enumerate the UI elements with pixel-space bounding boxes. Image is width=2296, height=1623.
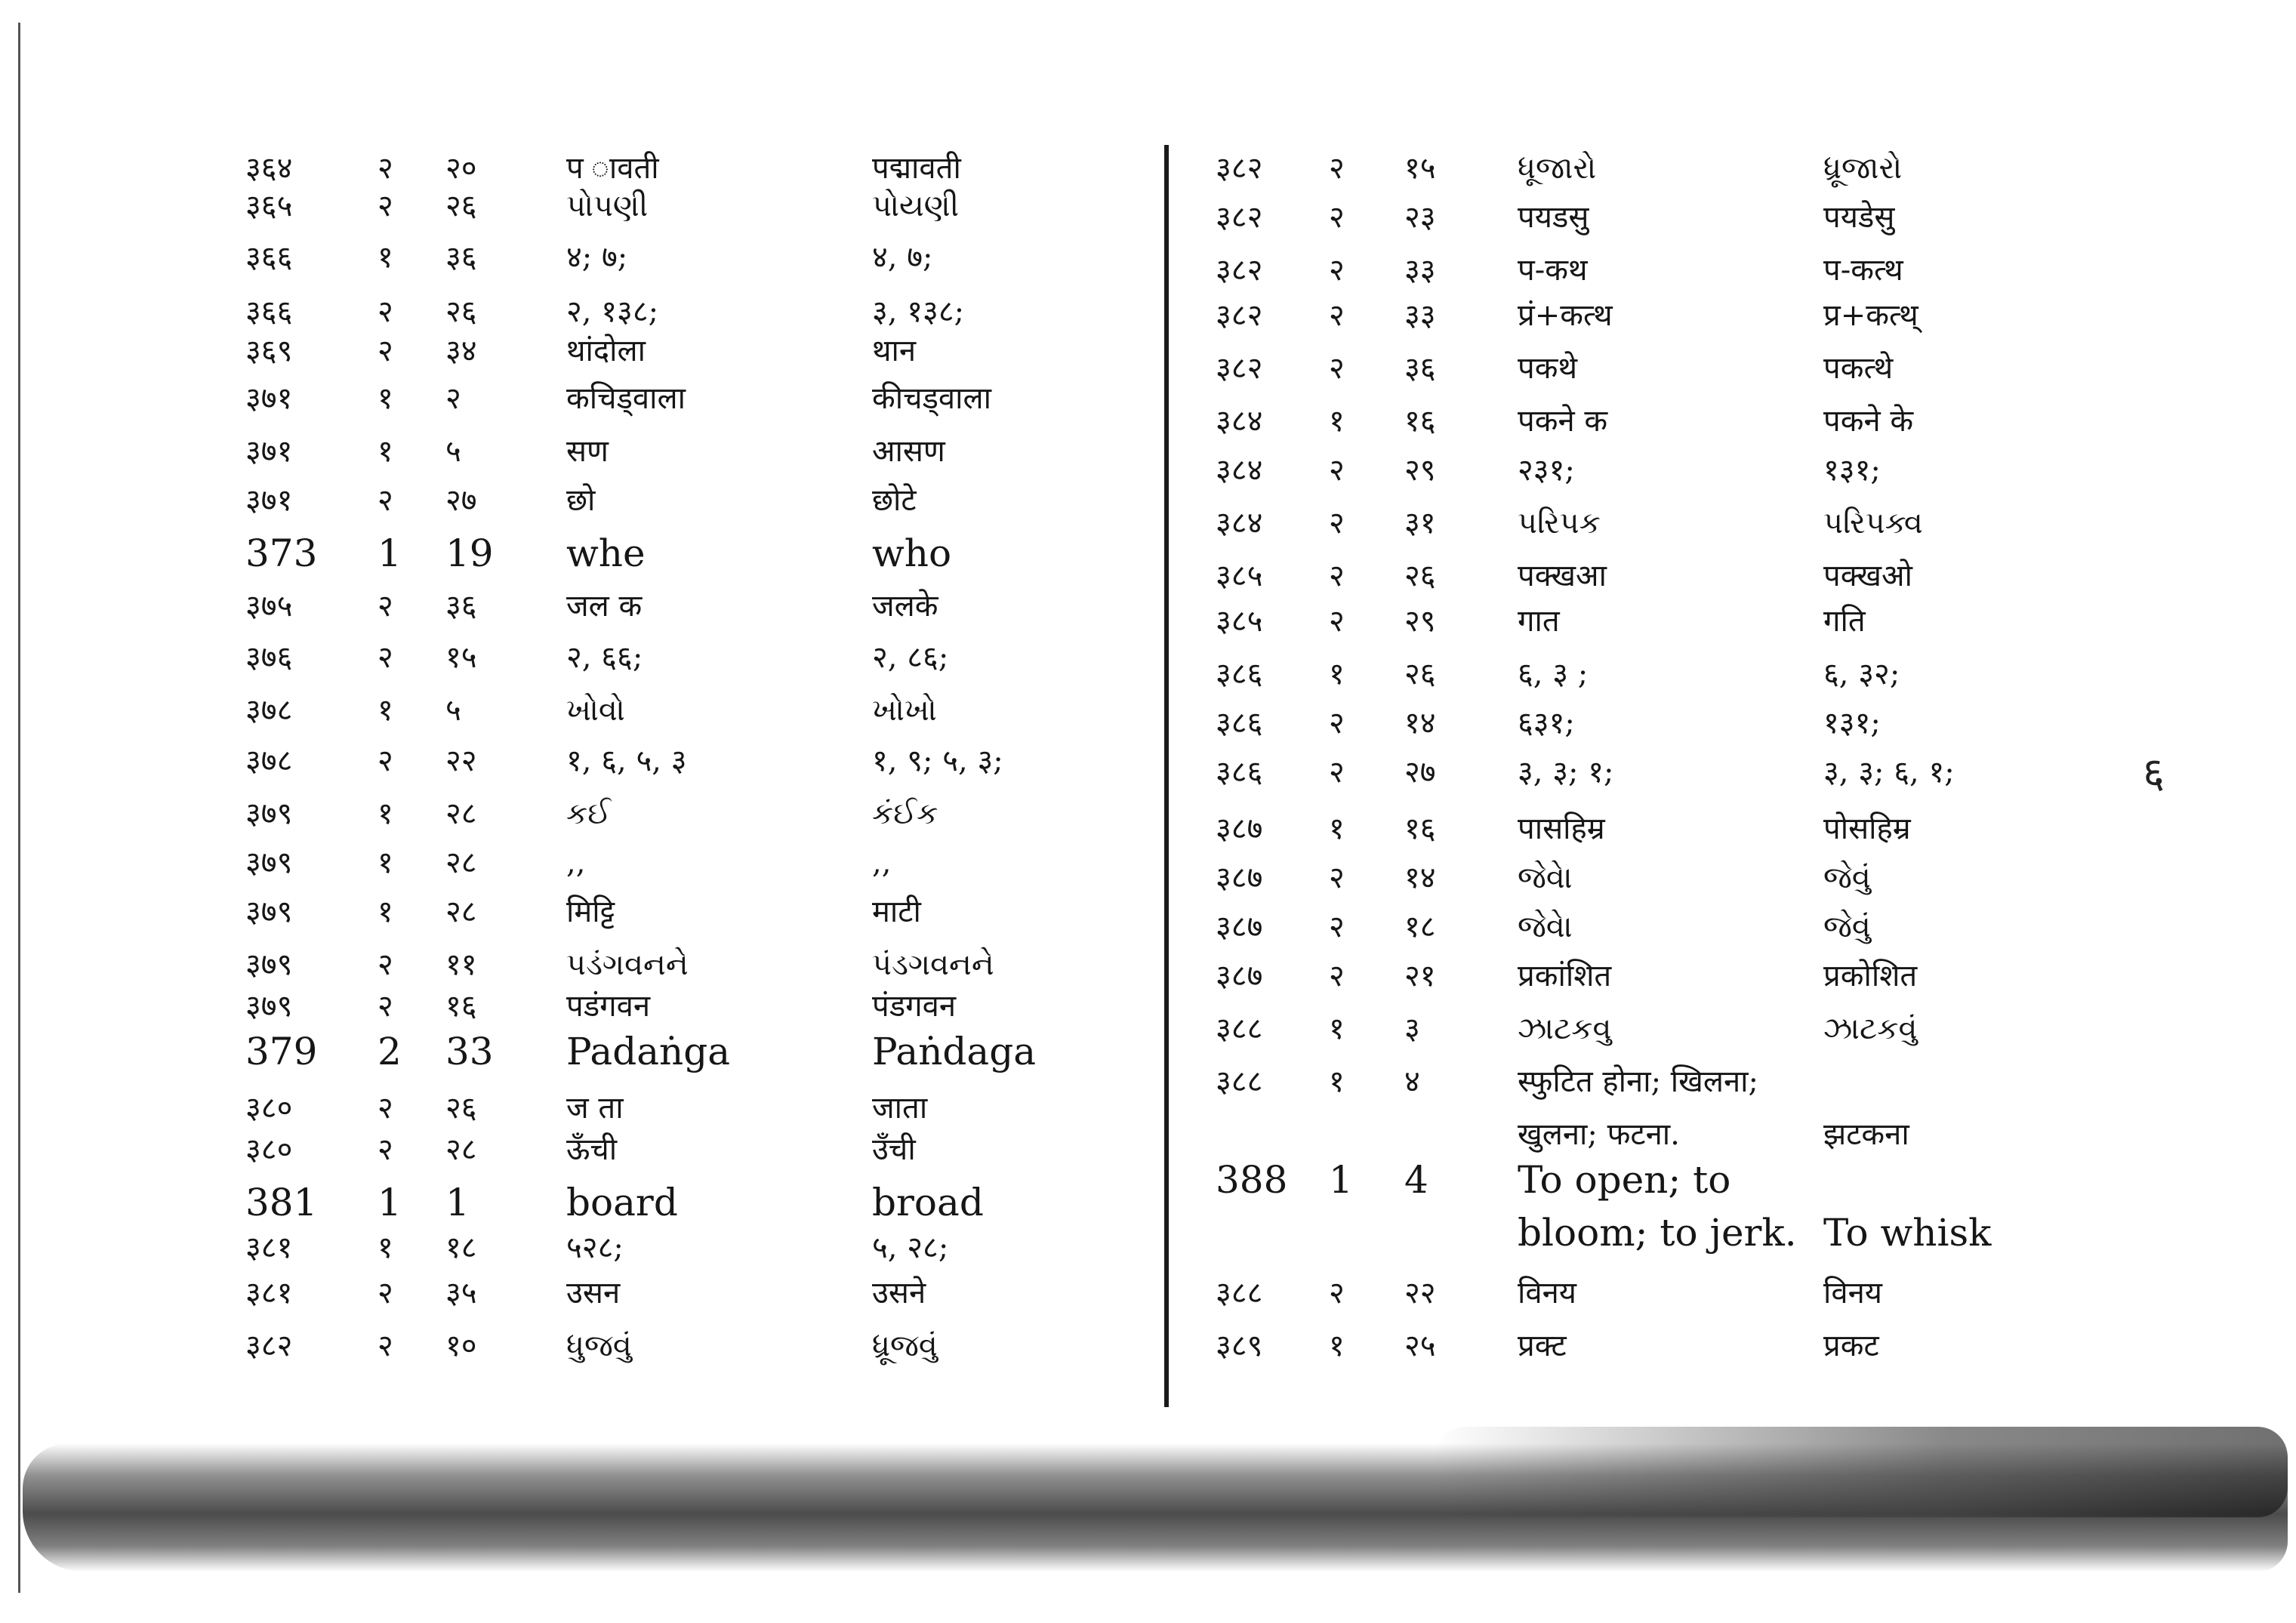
- erroneous-text: गात: [1518, 604, 1560, 639]
- page-number: ३६६: [245, 294, 293, 329]
- corrected-text: थान: [872, 334, 917, 368]
- line-number: ४: [1404, 1064, 1420, 1099]
- corrected-text: झटकना: [1823, 1117, 1909, 1152]
- page-number: ३८१: [245, 1230, 293, 1265]
- corrected-text: જેવું: [1823, 910, 1871, 944]
- corrected-text: प-कत्थ: [1823, 253, 1903, 288]
- line-number: २२: [445, 744, 477, 778]
- line-number: ३६: [445, 240, 477, 275]
- page-number: ३८२: [245, 1329, 293, 1363]
- page-number: ३७९: [245, 947, 293, 982]
- page-number: ३६९: [245, 334, 293, 368]
- column-number: १: [1329, 1064, 1345, 1099]
- page-number: ३८७: [1216, 910, 1263, 944]
- line-number: १८: [1404, 910, 1436, 944]
- corrected-text: ३, ३; ६, १;: [1823, 755, 1955, 790]
- corrected-text: पोसहिम्र: [1823, 812, 1911, 846]
- erroneous-text: Padaṅga: [566, 1030, 731, 1073]
- erroneous-text: पयडसु: [1518, 200, 1589, 235]
- erroneous-text: ६, ३ ;: [1518, 657, 1589, 691]
- corrected-text: १३१;: [1823, 706, 1881, 741]
- erroneous-text: प्रकांशित: [1518, 959, 1612, 993]
- column-number: २: [1329, 351, 1345, 386]
- page-number: ३८६: [1216, 706, 1263, 741]
- erroneous-text: ખોવો: [566, 693, 625, 728]
- corrected-text: પંડગવનને: [872, 947, 994, 982]
- line-number: ३५: [445, 1276, 477, 1310]
- corrected-text: જેવું: [1823, 861, 1871, 895]
- corrected-text: कीचड्वाला: [872, 381, 991, 416]
- corrected-text: Paṅdaga: [872, 1030, 1037, 1073]
- line-number: २९: [1404, 604, 1436, 639]
- corrected-text: ઝાટકવું: [1823, 1012, 1918, 1046]
- column-number: २: [378, 294, 393, 329]
- erroneous-text: પડંગવનને: [566, 947, 689, 982]
- corrected-text: प्र+कत्थ्: [1823, 298, 1918, 333]
- line-number: १८: [445, 1230, 477, 1265]
- line-number: ३३: [1404, 253, 1436, 288]
- corrected-text: जाता: [872, 1091, 928, 1126]
- erroneous-text: १, ६, ५, ३: [566, 744, 687, 778]
- page-number: ३६५: [245, 189, 293, 223]
- corrected-text: broad: [872, 1181, 984, 1224]
- line-number: 19: [445, 531, 494, 575]
- column-number: २: [378, 1091, 393, 1126]
- erroneous-text: सण: [566, 434, 609, 469]
- column-number: २: [1329, 200, 1345, 235]
- line-number: २०: [445, 151, 477, 186]
- corrected-text: गति: [1823, 604, 1866, 639]
- page-number: ३८८: [1216, 1012, 1263, 1046]
- erroneous-text: छो: [566, 483, 596, 518]
- column-number: २: [378, 589, 393, 624]
- page-number: ३८२: [1216, 298, 1263, 333]
- erroneous-text: प्रं+कत्थ: [1518, 298, 1613, 333]
- page-number: 379: [245, 1030, 318, 1073]
- erroneous-text: ધૂજારો: [1518, 151, 1597, 186]
- line-number: २३: [1404, 200, 1436, 235]
- corrected-text: ४, ७;: [872, 240, 933, 275]
- page-number: ३८२: [1216, 253, 1263, 288]
- line-number: ३१: [1404, 506, 1436, 540]
- column-number: २: [1329, 253, 1345, 288]
- corrected-text: ६, ३२;: [1823, 657, 1900, 691]
- corrected-text: विनय: [1823, 1276, 1882, 1310]
- erroneous-text: पडंगवन: [566, 989, 651, 1024]
- corrected-text: पद्मावती: [872, 151, 961, 186]
- column-number: १: [1329, 1329, 1345, 1363]
- page-number: ३७८: [245, 744, 293, 778]
- line-number: ५: [445, 693, 461, 728]
- erroneous-text: board: [566, 1181, 678, 1224]
- page-number: ३८६: [1216, 657, 1263, 691]
- erroneous-text: ऊँची: [566, 1132, 618, 1167]
- line-number: ११: [445, 947, 477, 982]
- corrected-text: who: [872, 531, 952, 575]
- column-number: २: [1329, 298, 1345, 333]
- page-number: ३७९: [245, 796, 293, 831]
- page-number: ३८०: [245, 1132, 293, 1167]
- erroneous-text: थांदोला: [566, 334, 646, 368]
- erroneous-text: कचिड्वाला: [566, 381, 686, 416]
- column-number: २: [1329, 706, 1345, 741]
- line-number: २८: [445, 1132, 477, 1167]
- page-number: 388: [1216, 1158, 1288, 1202]
- erroneous-text: કઈ: [566, 796, 612, 831]
- page-number: ३६४: [245, 151, 293, 186]
- page-number: ३८१: [245, 1276, 293, 1310]
- corrected-text: ધ્રૂજવું: [872, 1329, 938, 1363]
- page-number: ३८४: [1216, 453, 1263, 488]
- line-number: १६: [1404, 812, 1436, 846]
- page-number: ३७९: [245, 845, 293, 880]
- line-number: २१: [1404, 959, 1436, 993]
- page-number: ३८४: [1216, 404, 1263, 439]
- corrected-text: પરિપક્વ: [1823, 506, 1923, 540]
- line-number: २६: [1404, 559, 1436, 593]
- page-number: ३८२: [1216, 151, 1263, 186]
- column-number: १: [1329, 404, 1345, 439]
- page-number: 373: [245, 531, 318, 575]
- page-number: ३६६: [245, 240, 293, 275]
- erroneous-text: पासहिम्र: [1518, 812, 1605, 846]
- line-number: २८: [445, 895, 477, 929]
- corrected-text: ખોખો: [872, 693, 937, 728]
- page-number: ३७९: [245, 895, 293, 929]
- column-number: १: [378, 845, 393, 880]
- page-number: ३८७: [1216, 959, 1263, 993]
- corrected-text: પોયણી: [872, 189, 960, 223]
- line-number: २६: [445, 189, 477, 223]
- page-number: ३८२: [1216, 351, 1263, 386]
- erroneous-text: २, १३८;: [566, 294, 659, 329]
- column-number: २: [378, 989, 393, 1024]
- erroneous-text: जल क: [566, 589, 643, 624]
- line-number: २२: [1404, 1276, 1436, 1310]
- erroneous-text: विनय: [1518, 1276, 1576, 1310]
- column-number: २: [378, 1132, 393, 1167]
- column-number: १: [378, 796, 393, 831]
- page-number: ३८५: [1216, 604, 1263, 639]
- erroneous-text: ५२८;: [566, 1230, 624, 1265]
- column-number: १: [1329, 812, 1345, 846]
- line-number: १४: [1404, 706, 1436, 741]
- column-number: १: [378, 895, 393, 929]
- column-number: १: [378, 240, 393, 275]
- left-margin-rule: [18, 23, 20, 1593]
- corrected-text: १३१;: [1823, 453, 1881, 488]
- erroneous-text: स्फुटित होना; खिलना;: [1518, 1064, 1759, 1099]
- corrected-text: पंडगवन: [872, 989, 957, 1024]
- erroneous-text: ધુજવું: [566, 1329, 632, 1363]
- erroneous-text: પરિપક: [1518, 506, 1601, 540]
- line-number: १६: [1404, 404, 1436, 439]
- page-number: ३८५: [1216, 559, 1263, 593]
- page-number: ३८९: [1216, 1329, 1263, 1363]
- corrected-text: १, ९; ५, ३;: [872, 744, 1003, 778]
- page-number: ३७९: [245, 989, 293, 1024]
- erroneous-text: ज ता: [566, 1091, 624, 1126]
- column-number: 2: [378, 1030, 402, 1073]
- column-divider: [1164, 145, 1169, 1407]
- page-number: ३७८: [245, 693, 293, 728]
- column-number: २: [378, 1329, 393, 1363]
- page-number: ३८८: [1216, 1276, 1263, 1310]
- column-number: १: [378, 381, 393, 416]
- line-number: १४: [1404, 861, 1436, 895]
- page-number: 381: [245, 1181, 318, 1224]
- erroneous-text: પોપણી: [566, 189, 649, 223]
- erroneous-text: पकने क: [1518, 404, 1608, 439]
- column-number: २: [1329, 1276, 1345, 1310]
- corrected-text: जलके: [872, 589, 938, 624]
- page-number: ३८४: [1216, 506, 1263, 540]
- page-number: ३८८: [1216, 1064, 1263, 1099]
- column-number: २: [1329, 910, 1345, 944]
- erroneous-text: मिट्टि: [566, 895, 615, 929]
- column-number: १: [1329, 1012, 1345, 1046]
- erroneous-text: २, ६६;: [566, 640, 643, 675]
- erroneous-text: ઝાટકવુ: [1518, 1012, 1612, 1046]
- page-number: ३८७: [1216, 861, 1263, 895]
- erroneous-text: bloom; to jerk.: [1518, 1211, 1797, 1255]
- erroneous-text: whe: [566, 531, 646, 575]
- corrected-text: पक्खओ: [1823, 559, 1912, 593]
- column-number: २: [1329, 559, 1345, 593]
- corrected-text: पकने के: [1823, 404, 1914, 439]
- corrected-text: २, ८६;: [872, 640, 949, 675]
- corrected-text: To whisk: [1823, 1211, 1992, 1255]
- column-number: १: [1329, 657, 1345, 691]
- erroneous-text: प्रक्ट: [1518, 1329, 1567, 1363]
- line-number: 4: [1404, 1158, 1428, 1202]
- corrected-text: पयडेसु: [1823, 200, 1895, 235]
- line-number: २८: [445, 845, 477, 880]
- corrected-text: ધ્રૂજારો: [1823, 151, 1903, 186]
- erroneous-text: पक्खआ: [1518, 559, 1607, 593]
- erroneous-text: જેવેા: [1518, 910, 1573, 944]
- line-number: २६: [445, 294, 477, 329]
- line-number: ३३: [1404, 298, 1436, 333]
- column-number: २: [1329, 506, 1345, 540]
- column-number: २: [1329, 959, 1345, 993]
- corrected-text: उँची: [872, 1132, 916, 1167]
- column-number: २: [378, 947, 393, 982]
- erroneous-text: ४; ७;: [566, 240, 628, 275]
- line-number: २५: [1404, 1329, 1436, 1363]
- column-number: 1: [1329, 1158, 1353, 1202]
- page-number: ३७१: [245, 434, 293, 469]
- erroneous-text: पकथे: [1518, 351, 1577, 386]
- corrected-text: पकत्थे: [1823, 351, 1894, 386]
- page-number: ३८६: [1216, 755, 1263, 790]
- column-number: १: [378, 1230, 393, 1265]
- page-number: ३७६: [245, 640, 293, 675]
- line-number: १५: [445, 640, 477, 675]
- column-number: २: [378, 640, 393, 675]
- column-number: २: [378, 189, 393, 223]
- erroneous-text: ६३१;: [1518, 706, 1575, 741]
- line-number: २६: [445, 1091, 477, 1126]
- page-number: ३८०: [245, 1091, 293, 1126]
- page-number: ३७५: [245, 589, 293, 624]
- corrected-text: आसण: [872, 434, 945, 469]
- column-number: २: [1329, 755, 1345, 790]
- line-number: १५: [1404, 151, 1436, 186]
- page-number: ३८७: [1216, 812, 1263, 846]
- page-number: ३७१: [245, 381, 293, 416]
- erroneous-text: २३१;: [1518, 453, 1575, 488]
- column-number: २: [378, 483, 393, 518]
- column-number: २: [378, 744, 393, 778]
- line-number: २८: [445, 796, 477, 831]
- page-number: ३८२: [1216, 200, 1263, 235]
- column-number: १: [378, 434, 393, 469]
- column-number: २: [378, 334, 393, 368]
- line-number: २: [445, 381, 461, 416]
- column-number: १: [378, 693, 393, 728]
- line-number: २६: [1404, 657, 1436, 691]
- erroneous-text: To open; to: [1518, 1158, 1731, 1202]
- column-number: २: [378, 151, 393, 186]
- corrected-text: ,,: [872, 845, 892, 880]
- column-number: २: [1329, 151, 1345, 186]
- erroneous-text: प-कथ: [1518, 253, 1588, 288]
- line-number: ३६: [1404, 351, 1436, 386]
- line-number: १६: [445, 989, 477, 1024]
- column-number: २: [378, 1276, 393, 1310]
- erroneous-text: उसन: [566, 1276, 621, 1310]
- column-number: २: [1329, 861, 1345, 895]
- line-number: २९: [1404, 453, 1436, 488]
- corrected-text: माटी: [872, 895, 921, 929]
- line-number: 33: [445, 1030, 494, 1073]
- column-number: 1: [378, 1181, 402, 1224]
- erroneous-text: ,,: [566, 845, 586, 880]
- line-number: ३: [1404, 1012, 1420, 1046]
- column-number: 1: [378, 531, 402, 575]
- line-number: ३६: [445, 589, 477, 624]
- line-number: 1: [445, 1181, 470, 1224]
- corrected-text: કંઈક: [872, 796, 938, 831]
- page-folio: ६: [2143, 749, 2165, 798]
- erroneous-text: प ावती: [566, 151, 659, 186]
- line-number: २७: [1404, 755, 1436, 790]
- line-number: १०: [445, 1329, 477, 1363]
- corrected-text: ३, १३८;: [872, 294, 965, 329]
- corrected-text: छोटे: [872, 483, 917, 518]
- line-number: २७: [445, 483, 477, 518]
- line-number: ३४: [445, 334, 477, 368]
- erroneous-text: खुलना; फटना.: [1518, 1117, 1680, 1152]
- corrected-text: ५, २८;: [872, 1230, 949, 1265]
- scan-shadow-band-right: [1435, 1427, 2288, 1517]
- corrected-text: प्रकट: [1823, 1329, 1879, 1363]
- corrected-text: उसने: [872, 1276, 926, 1310]
- page-number: ३७१: [245, 483, 293, 518]
- erroneous-text: જેવેા: [1518, 861, 1573, 895]
- column-number: २: [1329, 453, 1345, 488]
- column-number: २: [1329, 604, 1345, 639]
- erroneous-text: ३, ३; १;: [1518, 755, 1614, 790]
- line-number: ५: [445, 434, 461, 469]
- corrected-text: प्रकोशित: [1823, 959, 1918, 993]
